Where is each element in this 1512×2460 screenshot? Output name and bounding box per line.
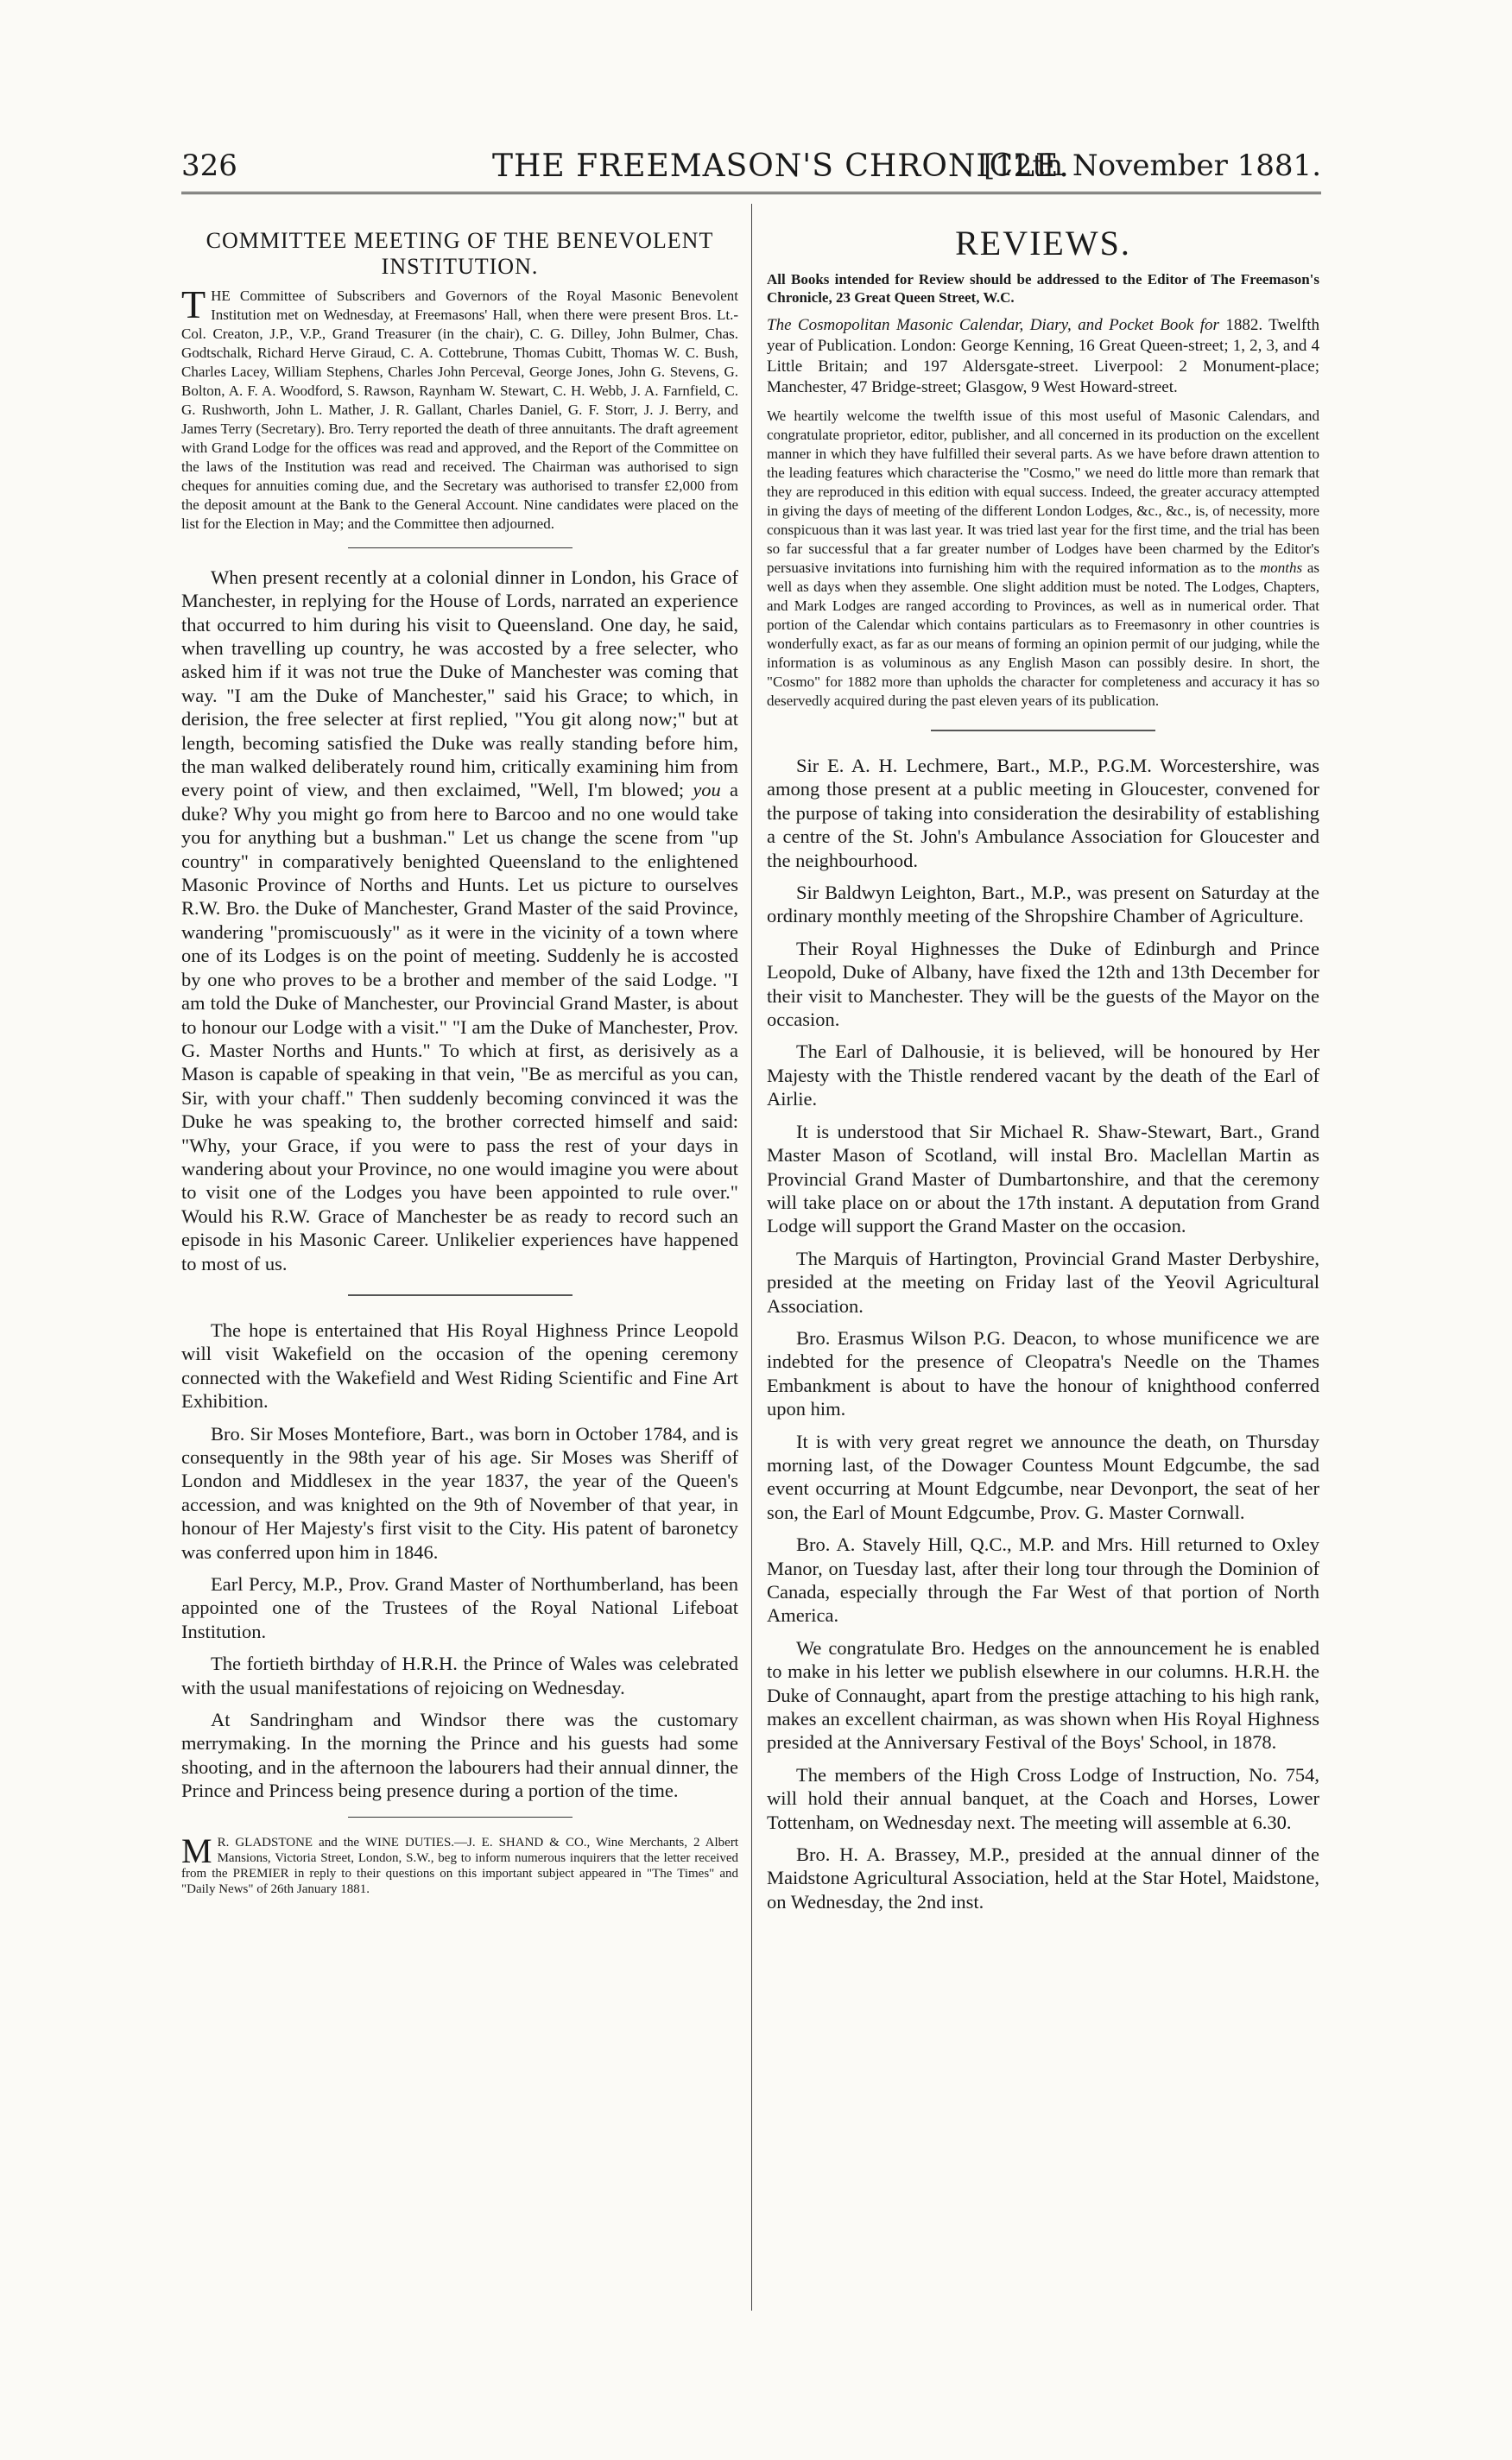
section-separator — [348, 547, 573, 548]
manchester-emphasis: you — [693, 779, 721, 801]
news-paragraph: The Earl of Dalhousie, it is believed, will be honoured by Her Majesty with the Thistle rendered vacant by the death of the Earl of Airlie. — [767, 1040, 1319, 1110]
news-paragraph: We congratulate Bro. Hedges on the announcement he is enabled to make in his letter we publish elsewhere in our columns. H.R.H. the Duke of Connaught, apart from the prestige attaching to his high rank, makes an excellent chairman, as was shown when His Royal Highness presided at the Anniversary Festival of the Boys' School, in 1878. — [767, 1636, 1319, 1754]
section-separator — [348, 1817, 573, 1818]
manchester-article — [181, 566, 738, 1275]
book-title: The Cosmopolitan Masonic Calendar, Diary, and Pocket Book for — [767, 316, 1219, 334]
left-column — [181, 211, 738, 1906]
column-rule — [751, 204, 752, 2311]
committee-article — [181, 281, 738, 534]
montefiore-paragraph: Bro. Sir Moses Montefiore, Bart., was born in October 1784, and is consequently in the 98th year of his age. Sir Moses was Sheriff of London and Middlesex in the year 1837, the year of the Queen's accession, and was knighted on the 9th of November of that year, in honour of Her Majesty's first visit to the City. His patent of baronetcy was conferred upon him in 1846. — [181, 1422, 738, 1563]
ad-drop-cap: M — [181, 1831, 212, 1870]
news-paragraph: Their Royal Highnesses the Duke of Edinburgh and Prince Leopold, Duke of Albany, have fixed the 12th and 13th December for their visit to Manchester. They will be the guests of the Mayor on the occasion. — [767, 937, 1319, 1031]
drop-cap: T — [181, 281, 206, 326]
manchester-text-2: a duke? Why you might go from here to Barcoo and no one would take you for anything but a bushman." Let us change the scene from "up country" in comparatively benighted Queensland to the enlightened Masonic Province of Norths and Hunts. Let us picture to ourselves R.W. Bro. the Duke of Manchester, Grand Master of the said Province, wandering "promiscuously" as it were in the vicinity of a town where one of its Lodges is on the point of meeting. Suddenly he is accosted by one who proves to be a brother and member of the said Lodge. "I am told the Duke of Manchester, our Provincial Grand Master, is about to honour our Lodge with a visit." "I am the Duke of Manchester, Prov. G. Master Norths and Hunts." To which at first, as derisively as a Mason is capable of speaking in that vein, "Be as merciful as you can, Sir, with your chaff." Then suddenly becoming convinced it was the Duke he was speaking to, the brother corrected himself and said: "Why, your Grace, if you were to pass the rest of your days in wandering about your Province, no one would imagine you were about to visit one of the Lodges you have been appointed to rule over." Would his R.W. Grace of Manchester be as ready to record such an episode in his Masonic Career. Unlikelier experiences have happened to most of us. — [181, 779, 738, 1274]
news-paragraph: Sir E. A. H. Lechmere, Bart., M.P., P.G.M. Worcestershire, was among those present at a public meeting in Gloucester, convened for the purpose of taking into consideration the desirability of establishing a centre of the St. John's Ambulance Association for Gloucester and the neighbourhood. — [767, 755, 1319, 871]
right-column — [767, 211, 1319, 1922]
cosmo-review — [767, 407, 1319, 711]
section-separator — [931, 730, 1155, 731]
newspaper-title: THE FREEMASON'S CHRONICLE. — [492, 149, 1070, 184]
wine-advertisement — [181, 1831, 738, 1897]
header-rule — [181, 192, 1321, 194]
news-paragraph: Bro. H. A. Brassey, M.P., presided at the annual dinner of the Maidstone Agricultural Association, held at the Star Hotel, Maidstone, on Wednesday, the 2nd inst. — [767, 1843, 1319, 1913]
news-paragraph: It is understood that Sir Michael R. Shaw-Stewart, Bart., Grand Master Mason of Scotland, will instal Bro. Maclellan Martin as Provincial Grand Master of Dumbartonshire, and that the ceremony will take place on or about the 17th instant. A deputation from Grand Lodge will support the Grand Master on the occasion. — [767, 1120, 1319, 1237]
page-header — [181, 149, 1321, 190]
committee-text: HE Committee of Subscribers and Governors of the Royal Masonic Benevolent Institution met on Wednesday, at Freemasons' Hall, when there were present Bros. Lt.-Col. Creaton, J.P., V.P., Grand Treasurer (in the chair), C. G. Dilley, John Bulmer, Chas. Godtschalk, Richard Herve Giraud, C. A. Cottebrune, Thomas Cubitt, Thomas W. C. Bush, Charles Lacey, William Stephens, Charles John Perceval, George Jones, John G. Stevens, G. Bolton, A. F. A. Woodford, S. Rawson, Raynham W. Stewart, C. H. Webb, J. A. Farnfield, C. G. Rushworth, John L. Mather, J. R. Gallant, Charles Daniel, G. F. Storr, J. J. Berry, and James Terry (Secretary). Bro. Terry reported the death of three annuitants. The draft agreement with Grand Lodge for the offices was read and approved, and the Report of the Committee on the laws of the Institution was read and received. The Chairman was authorised to sign cheques for annuities coming due, and the Secretary was authorised to transfer £2,000 from the deposit amount at the Bank to the General Account. Nine candidates were placed on the list for the Election in May; and the Committee then adjourned. — [181, 287, 738, 532]
review-text-1: We heartily welcome the twelfth issue of this most useful of Masonic Calendars, and congratulate proprietor, editor, publisher, and all concerned in its production on the excellent manner in which they have fulfilled their several parts. As we have before drawn attention to the leading features which characterise the "Cosmo," we need do little more than remark that they are reproduced in this edition with equal success. Indeed, the greater accuracy attempted in giving the days of meeting of the different London Lodges, &c., &c., is, of necessity, more conspicuous than it was last year. It was tried last year for the first time, and the trial has been so far successful that a far greater number of Lodges have been charmed by the Editor's persuasive invitations into furnishing him with the required information as to the — [767, 408, 1319, 576]
sandringham-paragraph: At Sandringham and Windsor there was the customary merrymaking. In the morning the Prince and his guests had some shooting, and in the afternoon the labourers had their annual dinner, the Prince and Princess being presence during a portion of the time. — [181, 1709, 738, 1802]
book-listing — [767, 315, 1319, 398]
news-paragraph: Bro. A. Stavely Hill, Q.C., M.P. and Mrs. Hill returned to Oxley Manor, on Tuesday last, after their long tour through the Dominion of Canada, especially through the Far West of that portion of North America. — [767, 1534, 1319, 1627]
review-emphasis: months — [1259, 560, 1303, 576]
section-separator — [348, 1294, 573, 1296]
news-paragraph: Sir Baldwyn Leighton, Bart., M.P., was present on Saturday at the ordinary monthly meeting of the Shropshire Chamber of Agriculture. — [767, 882, 1319, 927]
ad-text: R. GLADSTONE and the WINE DUTIES.—J. E. SHAND & CO., Wine Merchants, 2 Albert Mansions, Victoria Street, London, S.W., beg to inform numerous inquirers that the letter received from the PREMIER in reply to their questions on this important subject appeared in "The Times" and "Daily News" of 26th January 1881. — [181, 1835, 738, 1896]
news-paragraph: Bro. Erasmus Wilson P.G. Deacon, to whose munificence we are indebted for the presence of Cleopatra's Needle on the Thames Embankment is about to have the honour of knighthood conferred upon him. — [767, 1326, 1319, 1420]
book-details: 1882. Twelfth year of Publication. London: George Kenning, 16 Great Queen-street; 1, 2, 3, and 4 Little Britain; and 197 Aldersgate-street. Liverpool: 2 Monument-place; Manchester, 47 Bridge-street; Glasgow, 9 West Howard-street. — [767, 316, 1320, 396]
committee-heading: COMMITTEE MEETING OF THE BENEVOLENT INSTITUTION. — [206, 228, 714, 279]
percy-paragraph: Earl Percy, M.P., Prov. Grand Master of Northumberland, has been appointed one of the Trustees of the Royal National Lifeboat Institution. — [181, 1573, 738, 1642]
news-paragraph: The members of the High Cross Lodge of Instruction, No. 754, will hold their annual banquet, at the Coach and Horses, Lower Tottenham, on Wednesday next. The meeting will assemble at 6.30. — [767, 1763, 1319, 1833]
news-paragraph: The Marquis of Hartington, Provincial Grand Master Derbyshire, presided at the meeting on Friday last of the Yeovil Agricultural Association. — [767, 1247, 1319, 1317]
news-paragraph: It is with very great regret we announce the death, on Thursday morning last, of the Dowager Countess Mount Edgcumbe, the sad event occurring at Mount Edgcumbe, near Devonport, the seat of her son, the Earl of Mount Edgcumbe, Prov. G. Master Cornwall. — [767, 1430, 1319, 1523]
page-number: 326 — [181, 149, 237, 183]
issue-date: [12th November 1881. — [984, 149, 1321, 183]
reviews-note: All Books intended for Review should be addressed to the Editor of The Freemason's Chronicle, 23 Great Queen Street, W.C. — [767, 271, 1319, 306]
review-text-2: as well as days when they assemble. One slight addition must be noted. The Lodges, Chapters, and Mark Lodges are ranged according to Provinces, as well as in numerical order. That portion of the Calendar which contains particulars as to Freemasonry in other countries is wonderfully exact, as far as our means of forming an opinion permit of our judging, while the information is as voluminous as any English Mason can possibly desire. In short, the "Cosmo" for 1882 more than upholds the character for completeness and accuracy it has so deservedly acquired during the past eleven years of its publication. — [767, 560, 1319, 709]
prince-wales-paragraph: The fortieth birthday of H.R.H. the Prince of Wales was celebrated with the usual manifestations of rejoicing on Wednesday. — [181, 1653, 738, 1698]
wakefield-paragraph: The hope is entertained that His Royal Highness Prince Leopold will visit Wakefield on the occasion of the opening ceremony connected with the Wakefield and West Riding Scientific and Fine Art Exhibition. — [181, 1319, 738, 1413]
manchester-text-1: When present recently at a colonial dinner in London, his Grace of Manchester, in replying for the House of Lords, narrated an experience that occurred to him during his visit to Queensland. One day, he said, when travelling up country, he was accosted by a free selecter, who asked him if it was not true the Duke of Manchester was coming that way. "I am the Duke of Manchester," said his Grace; to which, in derision, the free selecter at first replied, "You git along now;" but at length, becoming satisfied the Duke was really standing before him, the man walked deliberately round him, critically examining him from every point of view, and then exclaimed, "Well, I'm blowed; — [181, 566, 738, 801]
reviews-heading: REVIEWS. — [955, 224, 1131, 262]
